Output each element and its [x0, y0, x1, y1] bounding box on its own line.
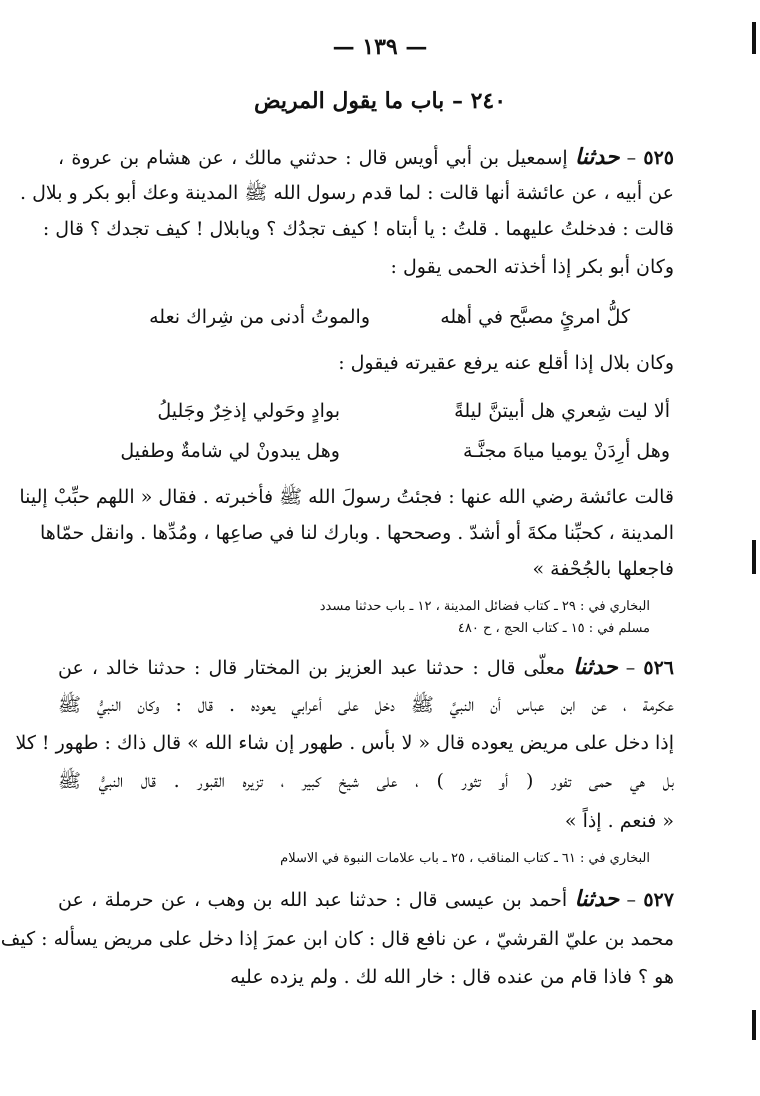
- verse-hemistich: بوادٍ وحَولي إذخِرٌ وجَليلُ: [157, 400, 340, 422]
- hadith-525-first-line: ٥٢٥ – حدثنا إسمعيل بن أبي أويس قال : حدثني مالك ، عن هشام بن عروة ،: [58, 144, 674, 170]
- hadith-text-line: وكان بلال إذا أقلع عنه يرفع عقيرته فيقول :: [338, 352, 674, 374]
- hadith-heading: حدثنا: [574, 144, 620, 170]
- hadith-text-line: معلّى قال : حدثنا عبد العزيز بن المختار قال : حدثنا خالد ، عن: [58, 657, 566, 679]
- hadith-text-line: إسمعيل بن أبي أويس قال : حدثني مالك ، عن هشام بن عروة ،: [58, 147, 568, 169]
- page-number: — ١٣٩ —: [332, 34, 428, 60]
- hadith-text-line: فاجعلها بالجُحْفة »: [532, 558, 674, 580]
- source-reference: البخاري في : ٦١ ـ كتاب المناقب ، ٢٥ ـ باب علامات النبوة في الاسلام: [280, 851, 650, 866]
- verse-hemistich: وهل أرِدَنْ يوميا مياهَ مجنَّـة: [463, 440, 670, 462]
- hadith-text-line: قالت عائشة رضي الله عنها : فجئتُ رسولَ الله ﷺ فأخبرته . فقال « اللهم حبِّبْ إلينا: [19, 486, 674, 508]
- hadith-526-first-line: ٥٢٦ – حدثنا معلّى قال : حدثنا عبد العزيز بن المختار قال : حدثنا خالد ، عن: [58, 654, 675, 680]
- page-edge-mark: [752, 1010, 756, 1040]
- hadith-text-line: بل هي حمى تفور ( أو تثور ) ، على شيخ كبير ، تزيره القبور . قال النبيُّ ﷺ: [58, 770, 674, 792]
- source-reference: البخاري في : ٢٩ ـ كتاب فضائل المدينة ، ١٢ ـ باب حدثنا مسدد: [319, 599, 650, 614]
- chapter-title: ٢٤٠ – باب ما يقول المريض: [253, 88, 507, 114]
- verse-hemistich: وهل يبدونْ لي شامةٌ وطفيل: [120, 440, 340, 462]
- hadith-text-line: وكان أبو بكر إذا أخذته الحمى يقول :: [390, 256, 674, 278]
- verse-hemistich: والموتُ أدنى من شِراك نعله: [149, 306, 370, 328]
- hadith-text-line: محمد بن عليّ القرشيّ ، عن نافع قال : كان ابن عمرَ إذا دخل على مريض يسأله : كيف: [0, 928, 674, 950]
- hadith-number: ٥٢٦: [643, 657, 675, 679]
- hadith-number: ٥٢٥: [643, 147, 674, 169]
- source-reference: مسلم في : ١٥ ـ كتاب الحج ، ح ٤٨٠: [457, 621, 650, 636]
- hadith-text-line: عن أبيه ، عن عائشة أنها قالت : لما قدم رسول الله ﷺ المدينة وعك أبو بكر و بلال .: [20, 182, 674, 204]
- hadith-text-line: قالت : فدخلتُ عليهما . قلتُ : يا أبتاه ! كيف تجدُك ؟ ويابلال ! كيف تجدك ؟ قال :: [42, 218, 674, 240]
- hadith-527-first-line: ٥٢٧ – حدثنا أحمد بن عيسى قال : حدثنا عبد الله بن وهب ، عن حرملة ، عن: [58, 886, 674, 912]
- hadith-heading: حدثنا: [573, 654, 618, 680]
- hadith-text-line: عكرمة ، عن ابن عباس أن النبيَّ ﷺ دخل على أعرابي يعوده . قال : وكان النبيُّ ﷺ: [58, 694, 674, 716]
- hadith-number: ٥٢٧: [643, 889, 674, 911]
- hadith-heading: حدثنا: [574, 886, 620, 912]
- verse-hemistich: ألا ليت شِعري هل أبيتنَّ ليلةً: [454, 400, 670, 422]
- hadith-text-line: إذا دخل على مريض يعوده قال « لا بأس . طهور إن شاء الله » قال ذاك : طهور ! كلا: [15, 732, 674, 754]
- hadith-text-line: المدينة ، كحبِّنا مكةَ أو أشدّ . وصححها . وبارك لنا في صاعِها ، ومُدِّها . وانقل حمّاها: [39, 522, 674, 544]
- hadith-text-line: « فنعم . إذاً »: [564, 810, 674, 832]
- hadith-text-line: أحمد بن عيسى قال : حدثنا عبد الله بن وهب ، عن حرملة ، عن: [58, 889, 568, 911]
- page-edge-mark: [752, 540, 756, 574]
- verse-hemistich: كلُّ امرئٍ مصبَّح في أهله: [440, 306, 630, 328]
- hadith-text-line: هو ؟ فاذا قام من عنده قال : خار الله لك . ولم يزده عليه: [230, 966, 674, 988]
